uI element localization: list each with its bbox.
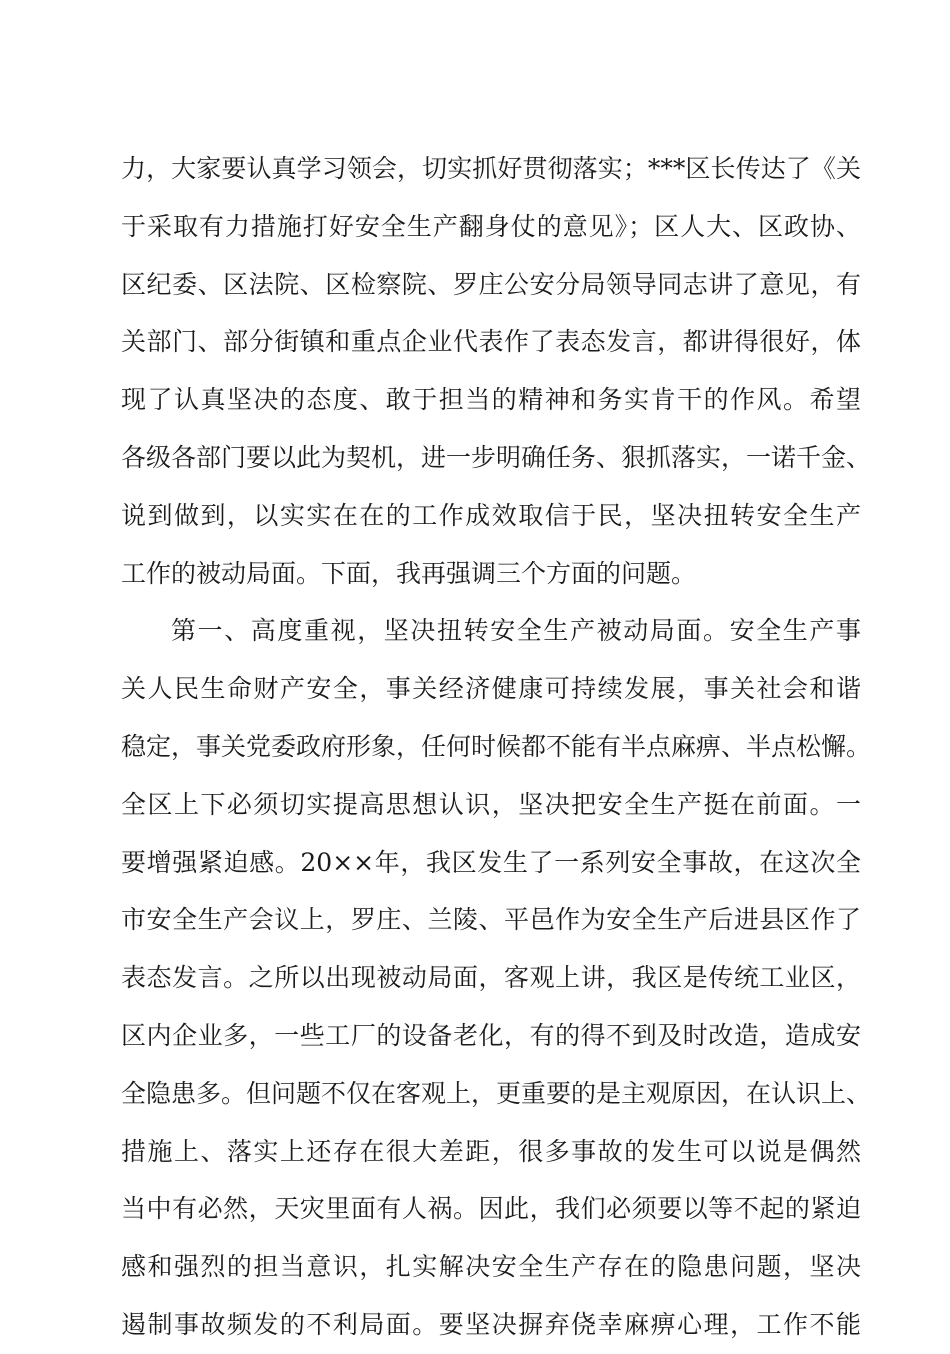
text-line: 力，大家要认真学习领会，切实抓好贯彻落实；***区长传达了《关 (121, 154, 861, 183)
text-line: 当中有必然，天灾里面有人祸。因此，我们必须要以等不起的紧迫 (121, 1194, 861, 1224)
text-line: 措施上、落实上还存在很大差距，很多事故的发生可以说是偶然 (121, 1136, 861, 1166)
text-line: 于采取有力措施打好安全生产翻身仗的意见》；区人大、区政协、 (121, 211, 861, 241)
text-line: 要增强紧迫感。20××年，我区发生了一系列安全事故，在这次全 (121, 847, 861, 877)
text-line: 工作的被动局面。下面，我再强调三个方面的问题。 (121, 558, 697, 588)
text-line: 现了认真坚决的态度、敢于担当的精神和务实肯干的作风。希望 (121, 385, 861, 415)
text-line: 关人民生命财产安全，事关经济健康可持续发展，事关社会和谐 (121, 674, 861, 704)
text-line: 关部门、部分街镇和重点企业代表作了表态发言，都讲得很好，体 (121, 327, 861, 357)
text-line: 表态发言。之所以出现被动局面，客观上讲，我区是传统工业区， (121, 963, 861, 993)
body-text (121, 140, 872, 1354)
text-line: 遏制事故频发的不利局面。要坚决摒弃侥幸麻痹心理，工作不能 (121, 1309, 861, 1339)
text-line: 感和强烈的担当意识，扎实解决安全生产存在的隐患问题，坚决 (121, 1252, 861, 1282)
paragraph-start-line: 第一、高度重视，坚决扭转安全生产被动局面。安全生产事 (171, 616, 861, 646)
text-line: 全隐患多。但问题不仅在客观上，更重要的是主观原因，在认识上、 (121, 1078, 872, 1108)
text-line: 稳定，事关党委政府形象，任何时候都不能有半点麻痹、半点松懈。 (121, 731, 872, 761)
text-line: 区纪委、区法院、区检察院、罗庄公安分局领导同志讲了意见，有 (121, 269, 861, 299)
text-line: 全区上下必须切实提高思想认识，坚决把安全生产挺在前面。一 (121, 789, 861, 819)
text-line: 市安全生产会议上，罗庄、兰陵、平邑作为安全生产后进县区作了 (121, 905, 861, 935)
text-line: 各级各部门要以此为契机，进一步明确任务、狠抓落实，一诺千金、 (121, 442, 872, 472)
text-line: 说到做到，以实实在在的工作成效取信于民，坚决扭转安全生产 (121, 500, 861, 530)
text-line: 区内企业多，一些工厂的设备老化，有的得不到及时改造，造成安 (121, 1020, 861, 1050)
